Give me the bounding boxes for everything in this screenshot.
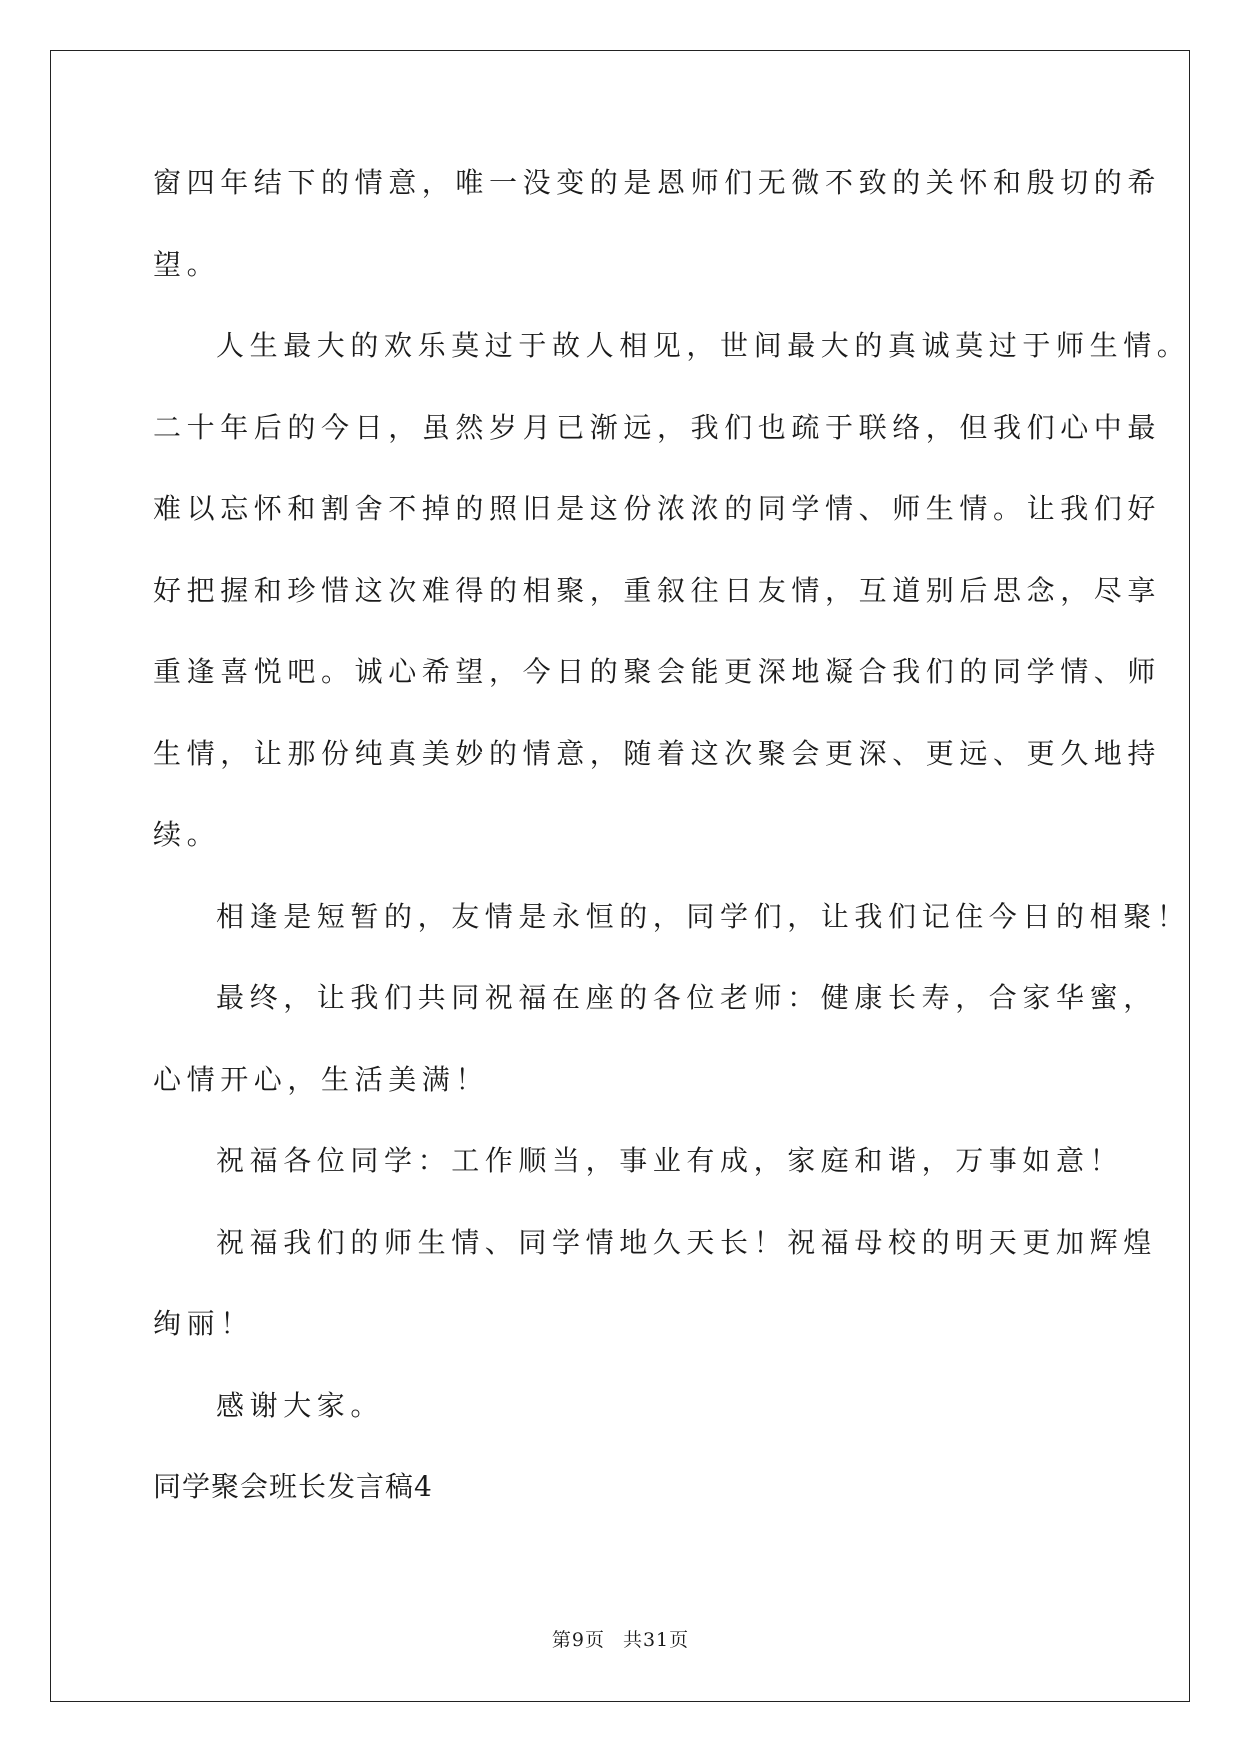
paragraph-line: 人生最大的欢乐莫过于故人相见，世间最大的真诚莫过于师生情。 xyxy=(216,329,1191,362)
paragraph-line: 绚丽！ xyxy=(153,1307,254,1340)
paragraph-line: 祝福我们的师生情、同学情地久天长！祝福母校的明天更加辉煌 xyxy=(216,1225,1157,1259)
section-heading: 同学聚会班长发言稿4 xyxy=(153,1470,433,1503)
paragraph-line: 感谢大家。 xyxy=(216,1388,385,1422)
page-footer xyxy=(0,1625,1241,1652)
current-page-number: 第9页 xyxy=(551,1629,605,1651)
paragraph-line: 心情开心，生活美满！ xyxy=(153,1062,490,1096)
paragraph-line: 祝福各位同学：工作顺当，事业有成，家庭和谐，万事如意！ xyxy=(216,1144,1124,1177)
paragraph-line: 生情，让那份纯真美妙的情意，随着这次聚会更深、更远、更久地持 xyxy=(153,736,1162,770)
paragraph-line: 二十年后的今日，虽然岁月已渐远，我们也疏于联络，但我们心中最 xyxy=(153,410,1162,444)
paragraph-line: 相逢是短暂的，友情是永恒的，同学们，让我们记住今日的相聚！ xyxy=(216,899,1191,933)
paragraph-line: 窗四年结下的情意，唯一没变的是恩师们无微不致的关怀和殷切的希 xyxy=(153,166,1162,199)
total-page-count: 共31页 xyxy=(622,1629,690,1651)
paragraph-line: 重逢喜悦吧。诚心希望，今日的聚会能更深地凝合我们的同学情、师 xyxy=(153,655,1162,688)
paragraph-line: 难以忘怀和割舍不掉的照旧是这份浓浓的同学情、师生情。让我们好 xyxy=(153,492,1162,525)
paragraph-line: 好把握和珍惜这次难得的相聚，重叙往日友情，互道别后思念，尽享 xyxy=(153,573,1162,607)
paragraph-line: 续。 xyxy=(153,818,221,851)
paragraph-line: 望。 xyxy=(153,247,221,281)
paragraph-line: 最终，让我们共同祝福在座的各位老师：健康长寿，合家华蜜， xyxy=(216,981,1157,1014)
document-body xyxy=(153,162,1191,1548)
